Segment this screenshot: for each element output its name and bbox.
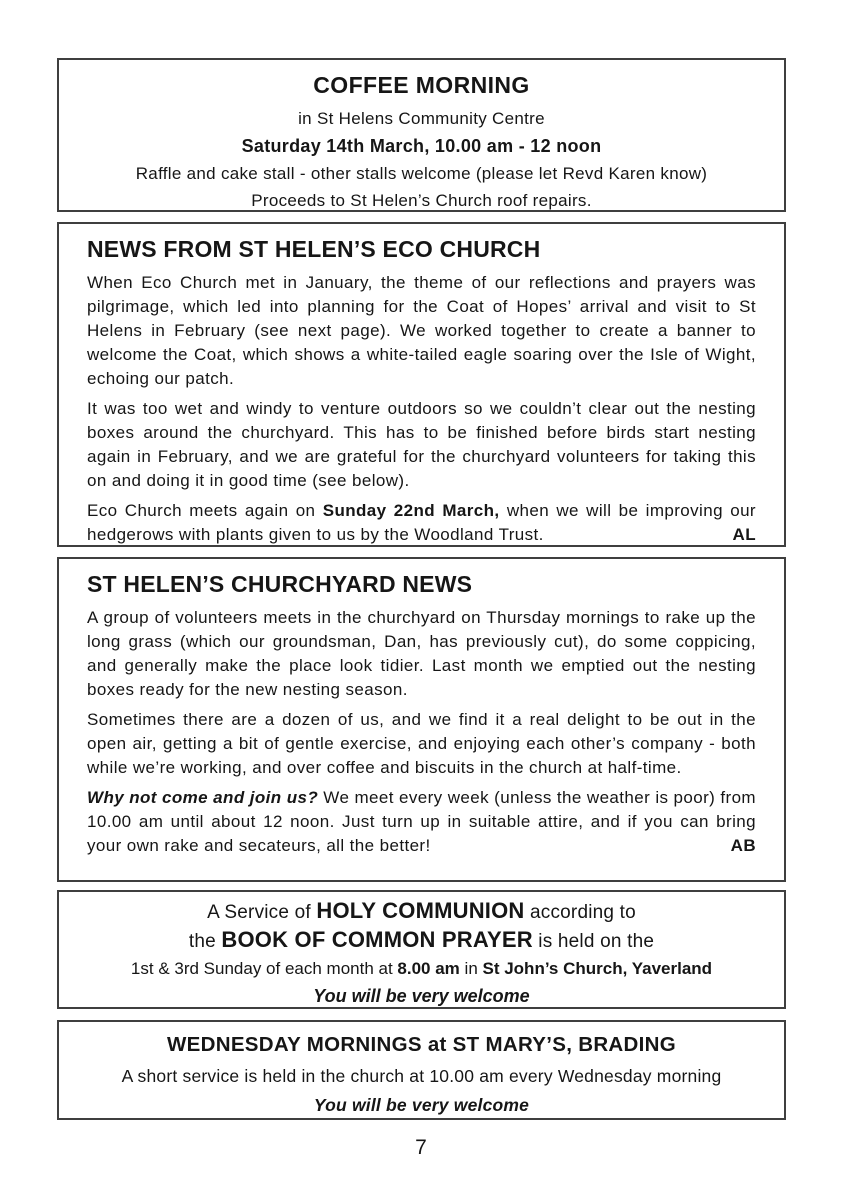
eco-church-byline: AL [732,525,756,544]
holy-communion-line-1: A Service of HOLY COMMUNION according to [207,898,636,923]
holy-communion-line-2: the BOOK OF COMMON PRAYER is held on the [188,927,655,952]
churchyard-news-byline: AB [730,836,756,855]
eco-church-heading: NEWS FROM ST HELEN’S ECO CHURCH [87,236,541,262]
eco-church-paragraph-3: AL Eco Church meets again on Sunday 22nd March, when we will be improving our hedgerows with plants given to us by the Woodland Trust. [87,499,756,547]
eco-church-paragraph-1: When Eco Church met in January, the theme of our reflections and prayers was pilgrimage, which led into planning for the Coat of Hopes’ arrival and visit to St Helens in February (see next page). We worked together to create a banner to welcome the Coat, which shows a white-tailed eagle soaring over the Isle of Wight, echoing our patch. [87,273,756,388]
churchyard-news-paragraph-1: A group of volunteers meets in the churchyard on Thursday mornings to rake up the long grass (which our groundsman, Dan, has previously cut), do some coppicing, and generally make the place look tidier. Last month we emptied out the nesting boxes ready for the new nesting season. [87,608,756,699]
brading-service-line: A short service is held in the church at 10.00 am every Wednesday morning [121,1066,722,1086]
holy-communion-line-3: 1st & 3rd Sunday of each month at 8.00 am in St John’s Church, Yaverland [130,959,713,978]
churchyard-news-box [57,557,786,882]
holy-communion-welcome: You will be very welcome [313,986,530,1006]
coffee-morning-datetime: Saturday 14th March, 10.00 am - 12 noon [241,136,602,156]
page-number: 7 [415,1136,427,1159]
churchyard-news-paragraph-2: Sometimes there are a dozen of us, and we find it a real delight to be out in the open air, getting a bit of gentle exercise, and enjoying each other’s company - both while we’re working, and over coffee and biscuits in the church at half-time. [87,710,756,777]
brading-welcome: You will be very welcome [313,1095,530,1115]
eco-church-box [57,222,786,547]
brading-box [57,1020,786,1120]
eco-church-paragraph-2: It was too wet and windy to venture outdoors so we couldn’t clear out the nesting boxes around the churchyard. This has to be finished before birds start nesting again in February, and we are grateful for the churchyard volunteers for taking this on and doing it in good time (see below). [87,399,756,490]
brading-title: WEDNESDAY MORNINGS at ST MARY’S, BRADING [167,1033,676,1056]
coffee-morning-title: COFFEE MORNING [313,72,530,98]
churchyard-news-heading: ST HELEN’S CHURCHYARD NEWS [87,571,473,597]
coffee-morning-stalls: Raffle and cake stall - other stalls welcome (please let Revd Karen know) [135,164,708,183]
coffee-morning-venue: in St Helens Community Centre [298,109,545,128]
coffee-morning-proceeds: Proceeds to St Helen’s Church roof repairs. [251,191,592,210]
churchyard-news-paragraph-3: AB Why not come and join us? We meet every week (unless the weather is poor) from 10.00 am until about 12 noon. Just turn up in suitable attire, and if you can bring your own rake and secateurs, all the better! [87,786,756,858]
coffee-morning-box [57,58,786,212]
holy-communion-box [57,890,786,1009]
